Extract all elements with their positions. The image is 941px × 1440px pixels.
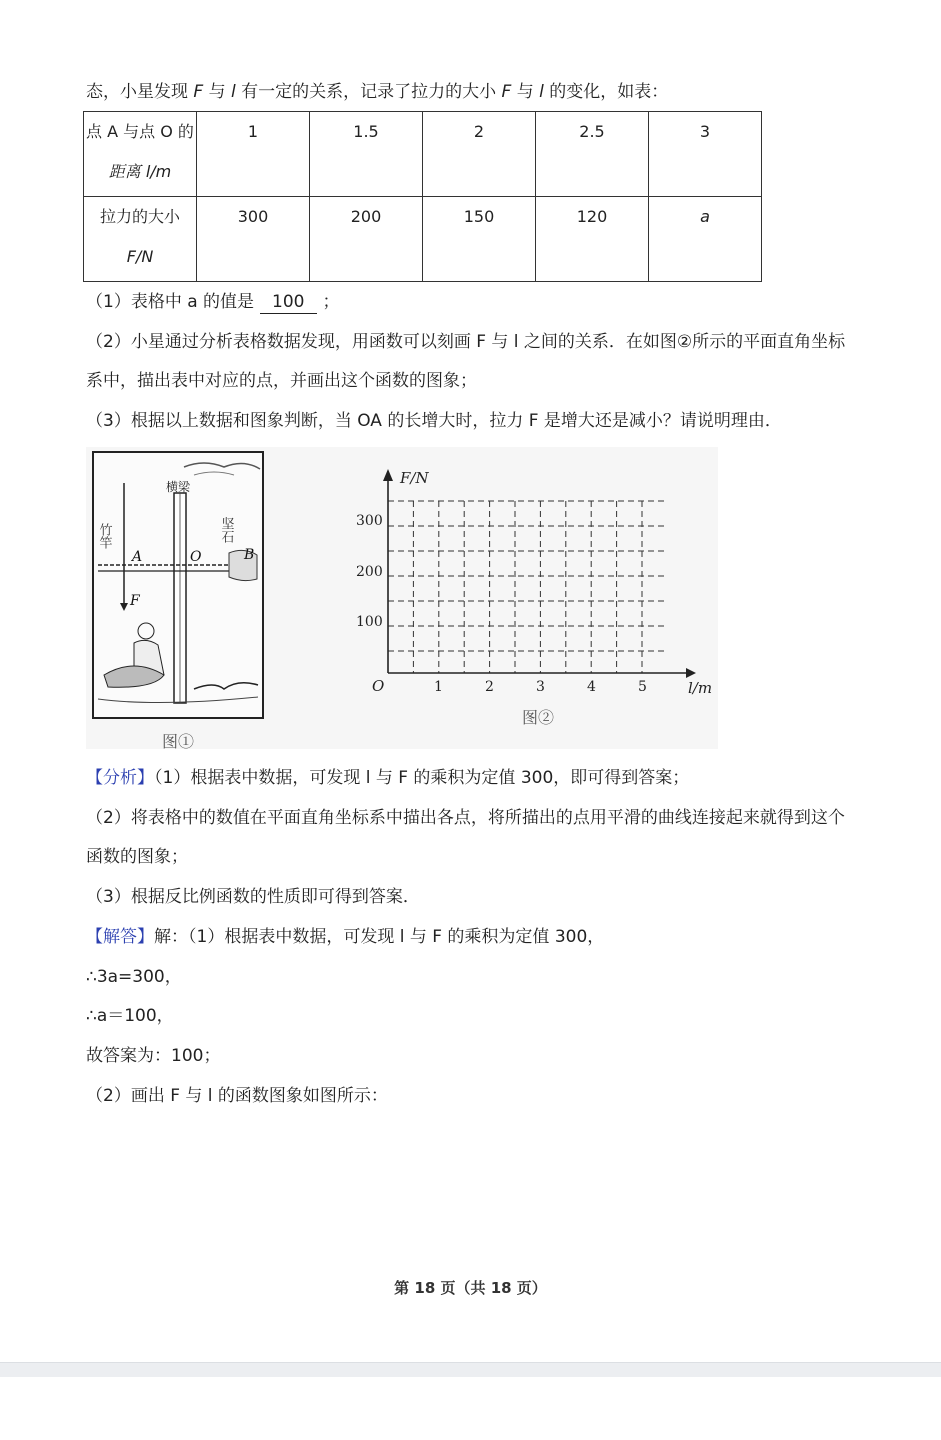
figure-1-illustration	[92, 451, 264, 719]
figures-area	[86, 447, 718, 749]
x-tick-label: 2	[485, 679, 494, 695]
y-axis-label: F/N	[400, 469, 429, 487]
label-pole: 竹竿	[96, 523, 112, 549]
y-axis-arrow	[383, 469, 393, 481]
intro-line	[86, 81, 668, 103]
intro-text: 态，小星发现	[86, 82, 194, 102]
table-header-cell	[84, 197, 197, 282]
force-F: F	[130, 593, 140, 609]
question-2-line-2: 系中，描出表中对应的点，并画出这个函数的图象；	[86, 371, 477, 391]
table-cell: 120	[536, 197, 649, 282]
y-tick-label: 300	[356, 513, 383, 529]
label-beam: 横梁	[166, 480, 191, 494]
analysis-text: （1）根据表中数据，可发现 l 与 F 的乘积为定值 300，即可得到答案；	[154, 768, 690, 788]
header-text: 点 A 与点 O 的	[86, 122, 194, 141]
question-2-line-1: （2）小星通过分析表格数据发现，用函数可以刻画 F 与 l 之间的关系．在如图②所示的平面直角坐标	[86, 332, 846, 352]
table-cell: 200	[310, 197, 423, 282]
figure-2-caption: 图②	[522, 708, 555, 727]
analysis-line-1	[86, 767, 689, 789]
viewer-bottom-bar	[0, 1362, 941, 1377]
x-axis-label: l/m	[688, 679, 713, 697]
header-text: 距离 l/m	[108, 162, 172, 181]
table-cell: 3	[649, 112, 762, 197]
x-tick-label: 3	[536, 679, 545, 695]
table-row	[84, 197, 762, 282]
intro-text: 与	[511, 82, 540, 102]
table-cell: 1.5	[310, 112, 423, 197]
solution-line-3: ∴a＝100，	[86, 1006, 174, 1026]
table-cell: 300	[197, 197, 310, 282]
question-text: ；	[322, 292, 340, 312]
intro-text: 有一定的关系，记录了拉力的大小	[235, 82, 502, 102]
var-F: F	[193, 82, 204, 102]
x-tick-label: 5	[638, 679, 647, 695]
header-text: 拉力的大小	[99, 207, 180, 226]
header-text: F/N	[126, 247, 154, 266]
origin-label: O	[372, 677, 385, 695]
solution-line-1	[86, 926, 604, 948]
data-table	[83, 111, 762, 282]
figure-1-caption: 图①	[162, 732, 195, 751]
y-tick-label: 200	[356, 564, 383, 580]
intro-text: 与	[203, 82, 231, 102]
analysis-line-2: （2）将表格中的数值在平面直角坐标系中描出各点，将所描出的点用平滑的曲线连接起来就得到这个	[86, 808, 845, 828]
x-axis-arrow	[686, 668, 696, 678]
solution-line-4: 故答案为：100；	[86, 1046, 221, 1066]
var-l: l	[539, 82, 544, 102]
x-tick-label: 4	[587, 679, 596, 695]
solution-text: 解：（1）根据表中数据，可发现 l 与 F 的乘积为定值 300，	[154, 927, 605, 947]
table-header-cell	[84, 112, 197, 197]
solution-tag: 【解答】	[86, 927, 154, 947]
analysis-line-4: （3）根据反比例函数的性质即可得到答案．	[86, 887, 420, 907]
grid-lines	[388, 501, 666, 673]
var-l: l	[231, 82, 236, 102]
table-row	[84, 112, 762, 197]
table-cell: 2.5	[536, 112, 649, 197]
lever-illustration	[94, 453, 262, 717]
page-number: 第 18 页（共 18 页）	[394, 1279, 547, 1297]
y-tick-label: 100	[356, 614, 383, 630]
table-cell: a	[649, 197, 762, 282]
figure-2-coordinate-grid	[348, 461, 728, 721]
x-tick-label: 1	[434, 679, 443, 695]
answer-blank: 100	[260, 291, 316, 314]
point-B: B	[244, 547, 255, 563]
intro-text: 的变化，如表：	[543, 82, 669, 102]
analysis-line-3: 函数的图象；	[86, 847, 188, 867]
point-O: O	[190, 549, 202, 565]
label-rock: 坚石	[218, 517, 234, 543]
table-cell: 150	[423, 197, 536, 282]
solution-line-2: ∴3a=300，	[86, 967, 182, 987]
point-A: A	[132, 549, 143, 565]
var-F: F	[501, 82, 512, 102]
question-text: （1）表格中 a 的值是	[86, 292, 255, 312]
table-cell: 1	[197, 112, 310, 197]
solution-line-5: （2）画出 F 与 l 的函数图象如图所示：	[86, 1086, 388, 1106]
table-cell: 2	[423, 112, 536, 197]
analysis-tag: 【分析】	[86, 768, 154, 788]
question-1	[86, 291, 340, 314]
question-3: （3）根据以上数据和图象判断，当 OA 的长增大时，拉力 F 是增大还是减小？请说明理由．	[86, 411, 782, 431]
